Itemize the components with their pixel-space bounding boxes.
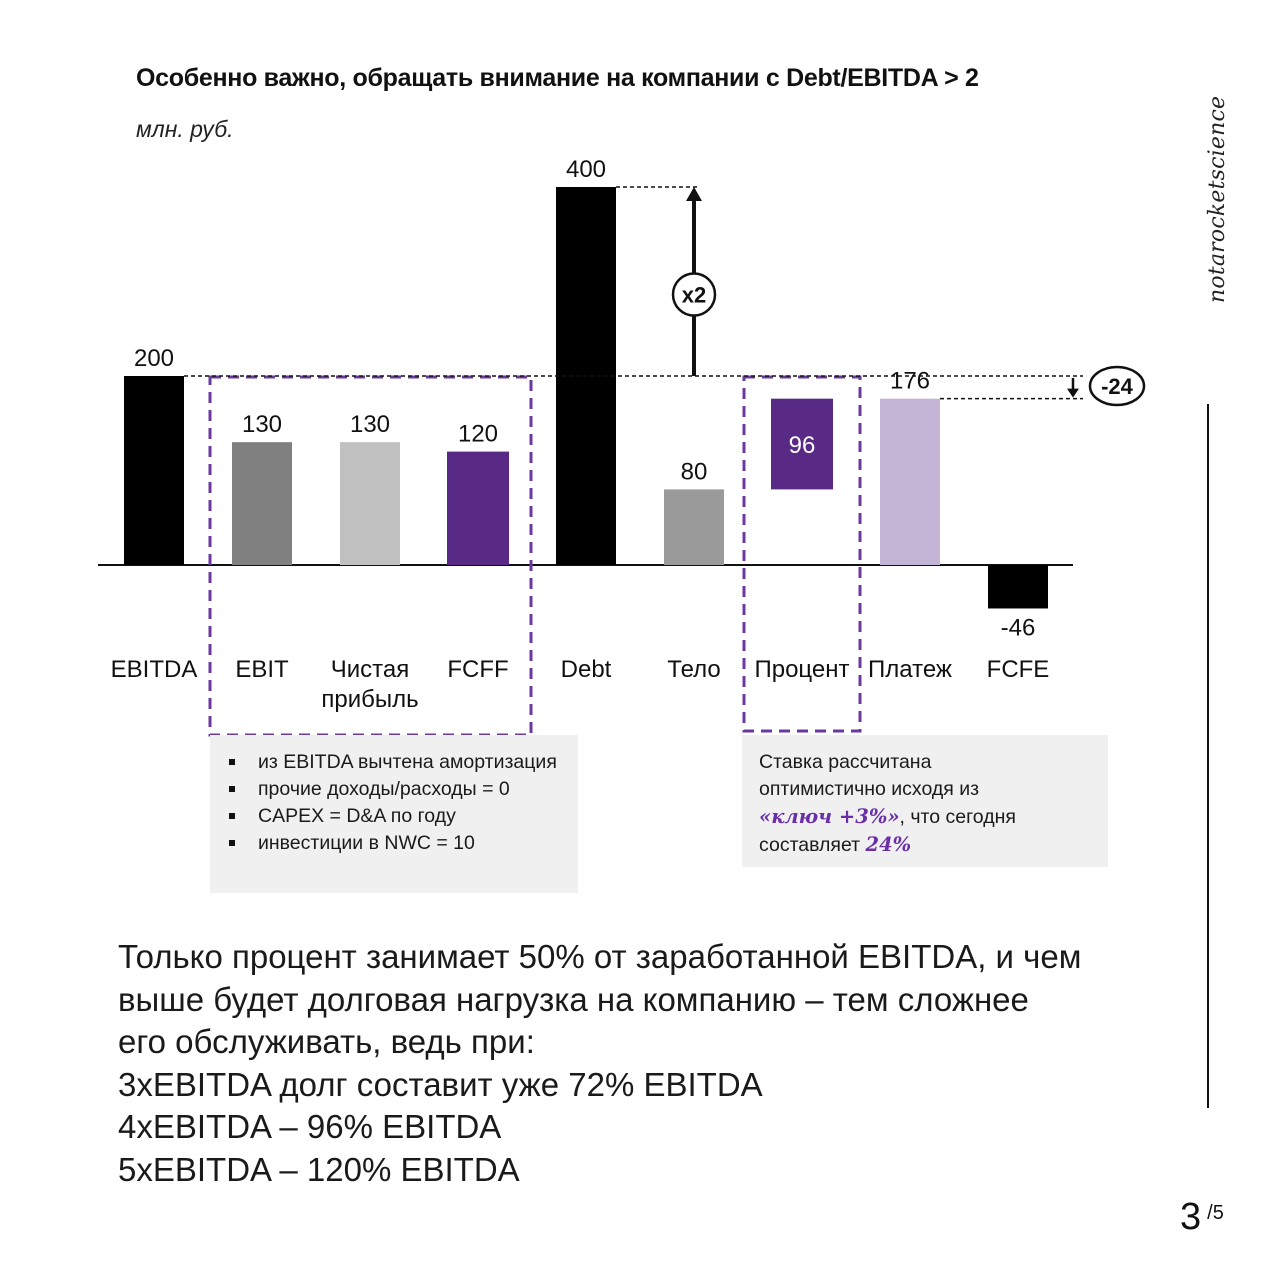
body-line: 3xEBITDA долг составит уже 72% EBITDA — [118, 1065, 763, 1103]
bar-ebit — [232, 442, 292, 565]
page-number — [1180, 1196, 1224, 1239]
body-paragraph — [118, 936, 1118, 1191]
category-label: EBITDA — [110, 656, 198, 683]
multiplier-arrow-head — [686, 187, 702, 201]
category-label: прибыль — [321, 686, 419, 713]
body-line: 5xEBITDA – 120% EBITDA — [118, 1150, 520, 1188]
multiplier-label: x2 — [681, 282, 707, 308]
value-label: 130 — [349, 411, 391, 439]
category-label: EBIT — [235, 656, 289, 683]
unit-label: млн. руб. — [136, 116, 234, 142]
brand-watermark: notarocketscience — [1205, 95, 1230, 303]
rate-note — [742, 735, 1108, 867]
side-divider — [1207, 404, 1209, 1108]
rate-note-text: составляет — [759, 834, 866, 856]
rate-note-line — [759, 831, 1108, 859]
difference-label: -24 — [1101, 374, 1133, 399]
category-label: FCFE — [986, 656, 1050, 683]
category-label: Debt — [560, 656, 612, 683]
rate-note-line: оптимистично исходя из — [759, 778, 980, 800]
value-label: 200 — [133, 345, 175, 372]
category-label: FCFF — [447, 656, 509, 683]
body-line: 4xEBITDA – 96% EBITDA — [118, 1108, 502, 1145]
value-label: 120 — [457, 420, 499, 448]
value-label: 176 — [889, 367, 931, 395]
difference-arrow-head — [1067, 389, 1079, 398]
assumption-item: прочие доходы/расходы = 0 — [258, 776, 578, 803]
rate-note-handwritten-rate: 24% — [865, 833, 912, 856]
bar-тело — [664, 489, 724, 565]
rate-note-line: Ставка рассчитана — [759, 751, 932, 773]
chart-title: Особенно важно, обращать внимание на компании с Debt/EBITDA > 2 — [136, 64, 979, 92]
page-total: /5 — [1207, 1202, 1224, 1224]
category-label: Тело — [667, 656, 721, 683]
assumptions-note — [210, 735, 578, 893]
assumption-item: инвестиции в NWC = 10 — [258, 830, 578, 857]
body-line: Только процент занимает 50% от заработанной EBITDA, и чем — [118, 938, 1082, 975]
value-label: 130 — [241, 411, 283, 439]
rate-note-line — [759, 803, 1108, 831]
value-label: -46 — [1000, 614, 1036, 642]
category-label: Платеж — [868, 656, 952, 683]
category-label: Чистая — [330, 656, 410, 683]
assumption-item: из EBITDA вычтена амортизация — [258, 749, 578, 776]
value-label: 96 — [788, 432, 816, 460]
assumption-item: CAPEX = D&A по году — [258, 803, 578, 830]
body-line: выше будет долговая нагрузка на компанию – тем сложнее — [118, 980, 1029, 1018]
page-current: 3 — [1180, 1196, 1202, 1238]
rate-note-text: , что сегодня — [899, 806, 1016, 828]
value-label: 80 — [680, 458, 708, 486]
value-label: 400 — [565, 156, 607, 183]
bar-ebitda — [124, 376, 184, 565]
bar-чистая-прибыль — [340, 442, 400, 565]
rate-note-handwritten-key: «ключ +3%» — [759, 805, 900, 828]
bar-fcfe — [988, 565, 1048, 608]
bar-fcff — [447, 452, 509, 565]
bar-платеж — [880, 399, 940, 565]
body-line: его обслуживать, ведь при: — [118, 1023, 535, 1060]
category-label: Процент — [754, 656, 850, 683]
